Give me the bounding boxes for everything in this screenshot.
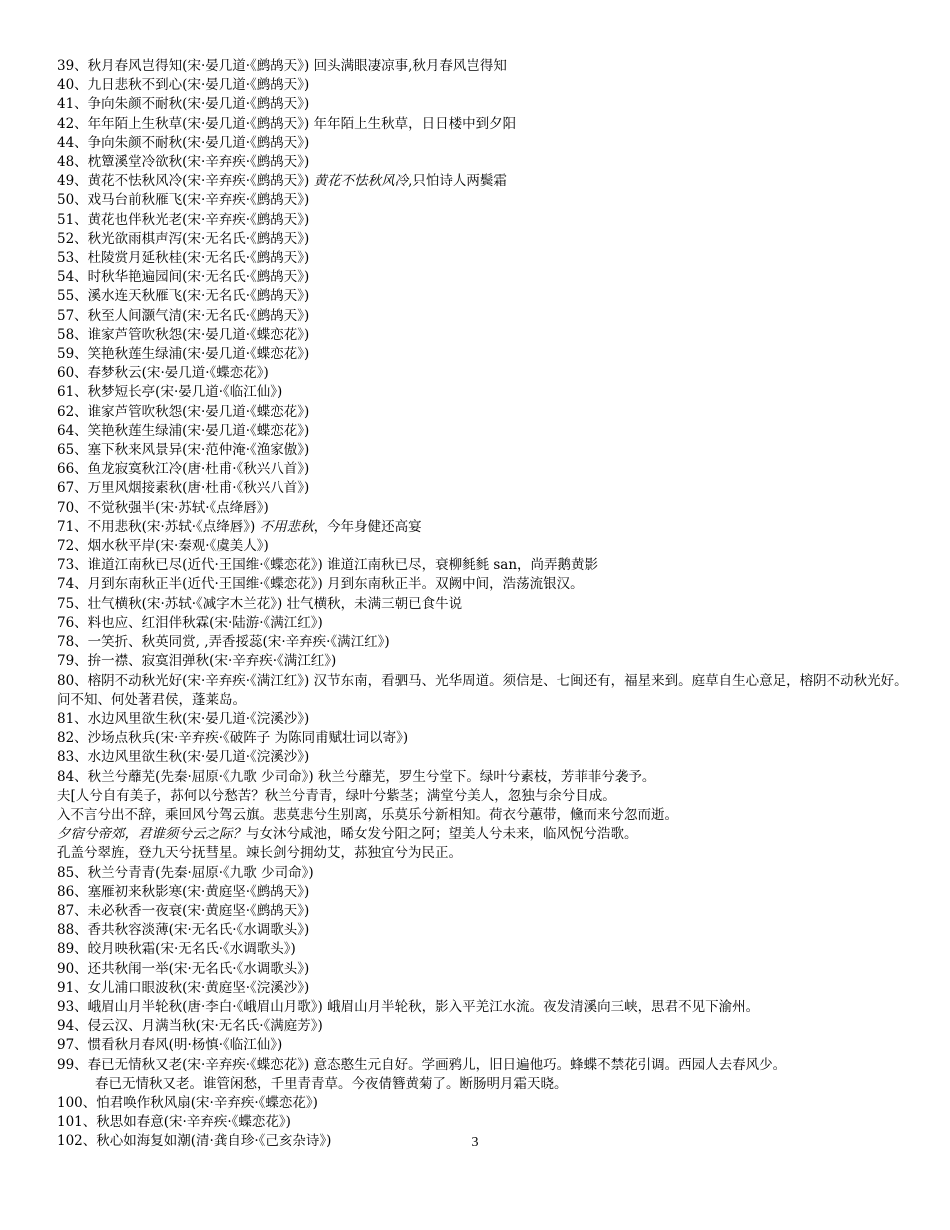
text-line: 74、月到东南秋正半(近代·王国维·《蝶恋花》) 月到东南秋正半。双阙中间，浩荡流银汉。: [57, 576, 584, 593]
text-line: 61、秋梦短长亭(宋·晏几道·《临江仙》): [57, 384, 283, 401]
text-line: 58、谁家芦管吹秋怨(宋·晏几道·《蝶恋花》): [57, 326, 310, 343]
text-line: 89、皎月映秋霜(宋·无名氏·《水调歌头》): [57, 941, 296, 958]
text-line: 76、料也应、红泪伴秋霖(宋·陆游·《满江红》): [57, 614, 323, 631]
italic-quote: 黄花不怯秋风冷: [313, 173, 409, 190]
text-line: 102、秋心如海复如潮(清·龚自珍·《己亥杂诗》): [57, 1133, 332, 1150]
text-line: 49、黄花不怯秋风冷(宋·辛弃疾·《鹧鸪天》) 黄花不怯秋风冷,只怕诗人两鬓霜: [57, 173, 507, 190]
text-line: 101、秋思如春意(宋·辛弃疾·《蝶恋花》): [57, 1114, 291, 1131]
text-line: 孔盖兮翠旌，登九天兮抚彗星。竦长剑兮拥幼艾，荪独宜兮为民正。: [57, 845, 462, 862]
text-line: 88、香共秋容淡薄(宋·无名氏·《水调歌头》): [57, 922, 310, 939]
text-line: 78、一笑折、秋英同赏, ,弄香挼蕊(宋·辛弃疾·《满江红》): [57, 634, 390, 651]
text-line: 48、枕簟溪堂冷欲秋(宋·辛弃疾·《鹧鸪天》): [57, 154, 310, 171]
page-number: 3: [471, 1135, 479, 1150]
italic-quote: 夕宿兮帝郊，君谁须兮云之际？: [57, 826, 246, 843]
text-line: 59、笑艳秋莲生绿浦(宋·晏几道·《蝶恋花》): [57, 346, 310, 363]
text-line: 70、不觉秋强半(宋·苏轼·《点绛唇》): [57, 499, 269, 516]
text-line: 41、争向朱颜不耐秋(宋·晏几道·《鹧鸪天》): [57, 96, 310, 113]
text-line: 入不言兮出不辞，乘回风兮驾云旗。悲莫悲兮生别离，乐莫乐兮新相知。荷衣兮蕙带，儵而来兮忽而逝。: [57, 806, 678, 823]
text-line: 39、秋月春风岂得知(宋·晏几道·《鹧鸪天》) 回头满眼凄凉事,秋月春风岂得知: [57, 58, 507, 74]
text-line: 夕宿兮帝郊，君谁须兮云之际？与女沐兮咸池，晞女发兮阳之阿；望美人兮未来，临风怳兮浩歌。: [57, 826, 638, 843]
text-line: 86、塞雁初来秋影寒(宋·黄庭坚·《鹧鸪天》): [57, 883, 310, 900]
text-line: 79、拚一襟、寂寞泪弹秋(宋·辛弃疾·《满江红》): [57, 653, 337, 670]
text-line: 83、水边风里欲生秋(宋·晏几道·《浣溪沙》): [57, 749, 310, 766]
text-line: 82、沙场点秋兵(宋·辛弃疾·《破阵子 为陈同甫赋壮词以寄》): [57, 730, 409, 747]
text-line: 44、争向朱颜不耐秋(宋·晏几道·《鹧鸪天》): [57, 134, 310, 151]
text-line: 52、秋光欲雨棋声泻(宋·无名氏·《鹧鸪天》): [57, 230, 310, 247]
italic-quote: 不用悲秋: [259, 518, 314, 535]
text-line: 99、春已无情秋又老(宋·辛弃疾·《蝶恋花》) 意态憨生元自好。学画鸦儿，旧日遍他巧。蜂蝶不禁花引调。西园人去春风少。: [57, 1056, 787, 1073]
text-line: 100、怕君唤作秋风扇(宋·辛弃疾·《蝶恋花》): [57, 1094, 318, 1111]
text-line: 80、榕阴不动秋光好(宋·辛弃疾·《满江红》) 汉节东南，看驷马、光华周道。须信是、七闽还有，福星来到。庭草自生心意足，榕阴不动秋光好。问不知、何处著君侯，蓬莱岛。: [57, 672, 908, 708]
text-line: 94、侵云汉、月满当秋(宋·无名氏·《满庭芳》): [57, 1018, 323, 1035]
text-line: 55、溪水连天秋雁飞(宋·无名氏·《鹧鸪天》): [57, 288, 310, 305]
text-line: 67、万里风烟接素秋(唐·杜甫·《秋兴八首》): [57, 480, 310, 497]
text-line: 54、时秋华艳遍园间(宋·无名氏·《鹧鸪天》): [57, 269, 310, 286]
text-line: 90、还共秋闱一举(宋·无名氏·《水调歌头》): [57, 960, 310, 977]
text-line: 87、未必秋香一夜衰(宋·黄庭坚·《鹧鸪天》): [57, 902, 310, 919]
text-line: 42、年年陌上生秋草(宋·晏几道·《鹧鸪天》) 年年陌上生秋草，日日楼中到夕阳: [57, 115, 517, 132]
text-line: 60、春梦秋云(宋·晏几道·《蝶恋花》): [57, 365, 269, 382]
document-body: [57, 57, 917, 1152]
text-line: 64、笑艳秋莲生绿浦(宋·晏几道·《蝶恋花》): [57, 422, 310, 439]
text-line: 57、秋至人间灏气清(宋·无名氏·《鹧鸪天》): [57, 307, 310, 324]
text-line: 93、峨眉山月半轮秋(唐·李白·《峨眉山月歌》) 峨眉山月半轮秋，影入平羌江水流。夜发清溪向三峡，思君不见下渝州。: [57, 998, 760, 1015]
text-line: 97、惯看秋月春风(明·杨慎·《临江仙》): [57, 1037, 283, 1054]
text-line: 71、不用悲秋(宋·苏轼·《点绛唇》) 不用悲秋，今年身健还高宴: [57, 518, 422, 535]
text-line: 85、秋兰兮青青(先秦·屈原·《九歌 少司命》): [57, 864, 314, 881]
text-line: 40、九日悲秋不到心(宋·晏几道·《鹧鸪天》): [57, 77, 310, 94]
text-line: 65、塞下秋来风景异(宋·范仲淹·《渔家傲》): [57, 442, 310, 459]
text-line: 62、谁家芦管吹秋怨(宋·晏几道·《蝶恋花》): [57, 403, 310, 420]
text-line: 91、女儿浦口眼波秋(宋·黄庭坚·《浣溪沙》): [57, 979, 310, 996]
text-line: 50、戏马台前秋雁飞(宋·辛弃疾·《鹧鸪天》): [57, 192, 310, 209]
text-line: 66、鱼龙寂寞秋江冷(唐·杜甫·《秋兴八首》): [57, 461, 310, 478]
text-line: 84、秋兰兮蘼芜(先秦·屈原·《九歌 少司命》) 秋兰兮蘼芜，罗生兮堂下。绿叶兮素枝，芳菲菲兮袭予。: [57, 768, 656, 785]
text-line: 73、谁道江南秋已尽(近代·王国维·《蝶恋花》) 谁道江南秋已尽，衰柳毵毵 san，尚弄鹅黄影: [57, 557, 599, 574]
text-line: 夫[人兮自有美子，荪何以兮愁苦？秋兰兮青青，绿叶兮紫茎；满堂兮美人，忽独与余兮目成。: [57, 787, 616, 804]
text-line: 81、水边风里欲生秋(宋·晏几道·《浣溪沙》): [57, 710, 310, 727]
text-line: 51、黄花也伴秋光老(宋·辛弃疾·《鹧鸪天》): [57, 211, 310, 228]
text-line: 75、壮气横秋(宋·苏轼·《减字木兰花》) 壮气横秋，未满三朝已食牛说: [57, 595, 463, 612]
text-line: 53、杜陵赏月延秋桂(宋·无名氏·《鹧鸪天》): [57, 250, 310, 267]
text-line: 72、烟水秋平岸(宋·秦观·《虞美人》): [57, 538, 269, 555]
text-line: 春已无情秋又老。谁管闲愁，千里青青草。今夜倩簪黄菊了。断肠明月霜天晓。: [95, 1075, 568, 1092]
